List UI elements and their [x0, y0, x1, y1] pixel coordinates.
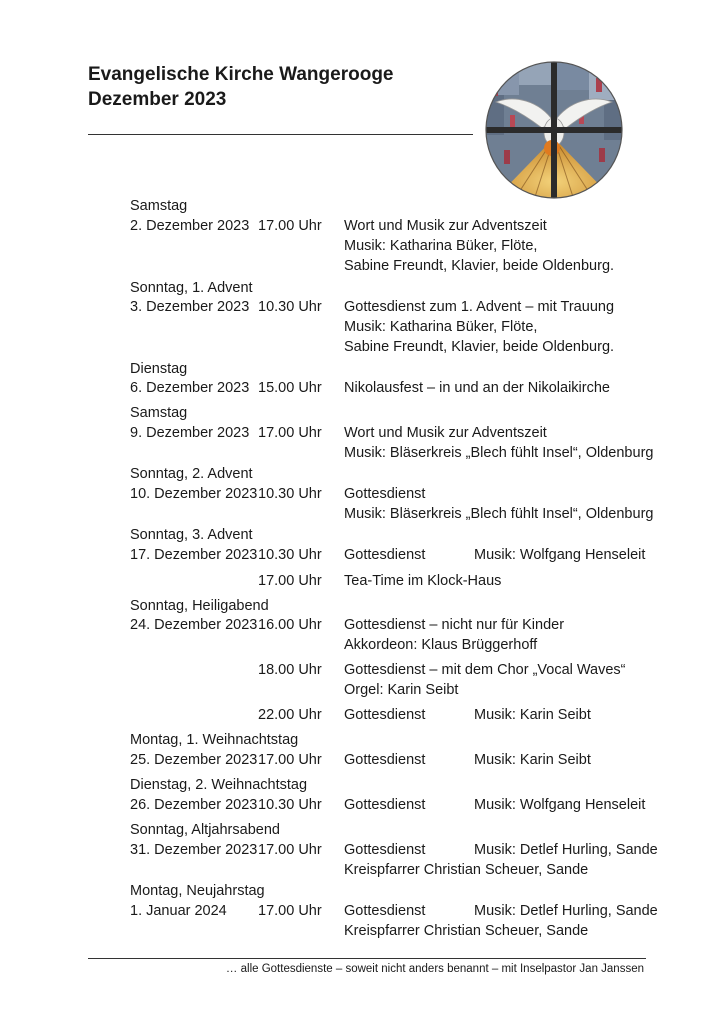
- schedule-entry: 25. Dezember 2023: [130, 752, 258, 768]
- schedule-entry: 10.30 Uhr: [258, 547, 322, 563]
- schedule-entry: Musik: Karin Seibt: [474, 707, 591, 723]
- schedule-entry: 10.30 Uhr: [258, 299, 322, 315]
- schedule-entry: Gottesdienst zum 1. Advent – mit Trauung: [344, 299, 615, 315]
- schedule-entry: Sonntag, 3. Advent: [130, 527, 253, 543]
- schedule-entry: Montag, 1. Weihnachtstag: [130, 732, 299, 748]
- schedule-entry: Musik: Katharina Büker, Flöte,: [344, 238, 538, 254]
- schedule-entry: 17.00 Uhr: [258, 573, 322, 589]
- schedule-entry: Musik: Detlef Hurling, Sande: [474, 842, 658, 858]
- schedule-entry: 17.00 Uhr: [258, 752, 322, 768]
- schedule-entry: Samstag: [130, 405, 188, 421]
- schedule-entry: Sonntag, Heiligabend: [130, 598, 269, 614]
- schedule-entry: 24. Dezember 2023: [130, 617, 258, 633]
- schedule-entry: 9. Dezember 2023: [130, 425, 250, 441]
- schedule-entry: Gottesdienst: [344, 547, 426, 563]
- schedule-entry: 10.30 Uhr: [258, 486, 322, 502]
- schedule-entry: Kreispfarrer Christian Scheuer, Sande: [344, 862, 589, 878]
- schedule-entry: Kreispfarrer Christian Scheuer, Sande: [344, 923, 589, 939]
- schedule-entry: Nikolausfest – in und an der Nikolaikirche: [344, 380, 610, 396]
- schedule-entry: Musik: Wolfgang Henseleit: [474, 547, 646, 563]
- schedule-entry: Gottesdienst: [344, 752, 426, 768]
- schedule-entry: 15.00 Uhr: [258, 380, 322, 396]
- schedule-entry: 16.00 Uhr: [258, 617, 322, 633]
- schedule-entry: Sabine Freundt, Klavier, beide Oldenburg.: [344, 258, 615, 274]
- schedule-entry: 17. Dezember 2023: [130, 547, 258, 563]
- schedule-entry: Gottesdienst – mit dem Chor „Vocal Waves“: [344, 662, 626, 678]
- footer-divider: [88, 958, 646, 959]
- schedule-entry: Wort und Musik zur Adventszeit: [344, 425, 547, 441]
- schedule-entry: Gottesdienst: [344, 486, 426, 502]
- title-month: Dezember 2023: [88, 89, 227, 110]
- schedule-entry: Montag, Neujahrstag: [130, 883, 265, 899]
- schedule-entry: 17.00 Uhr: [258, 903, 322, 919]
- schedule-entry: Wort und Musik zur Adventszeit: [344, 218, 547, 234]
- schedule-entry: Gottesdienst: [344, 842, 426, 858]
- schedule-entry: Dienstag: [130, 361, 188, 377]
- schedule-entry: 17.00 Uhr: [258, 842, 322, 858]
- schedule-entry: Gottesdienst – nicht nur für Kinder: [344, 617, 565, 633]
- schedule-entry: Sonntag, 2. Advent: [130, 466, 253, 482]
- schedule-entry: Sabine Freundt, Klavier, beide Oldenburg.: [344, 339, 615, 355]
- schedule-entry: Akkordeon: Klaus Brüggerhoff: [344, 637, 538, 653]
- page-title: [88, 62, 394, 112]
- schedule-entry: Samstag: [130, 198, 188, 214]
- schedule-entry: Musik: Wolfgang Henseleit: [474, 797, 646, 813]
- schedule-entry: 17.00 Uhr: [258, 425, 322, 441]
- schedule-entry: 22.00 Uhr: [258, 707, 322, 723]
- schedule-entry: 17.00 Uhr: [258, 218, 322, 234]
- schedule-entry: 18.00 Uhr: [258, 662, 322, 678]
- schedule-entry: Musik: Bläserkreis „Blech fühlt Insel“, Oldenburg: [344, 506, 654, 522]
- schedule-entry: Sonntag, Altjahrsabend: [130, 822, 280, 838]
- footer-note: … alle Gottesdienste – soweit nicht anders benannt – mit Inselpastor Jan Janssen: [225, 963, 644, 975]
- schedule-entry: Musik: Karin Seibt: [474, 752, 591, 768]
- schedule-entry: 26. Dezember 2023: [130, 797, 258, 813]
- schedule-entry: 3. Dezember 2023: [130, 299, 250, 315]
- schedule-entry: 10. Dezember 2023: [130, 486, 258, 502]
- schedule-entry: Musik: Katharina Büker, Flöte,: [344, 319, 538, 335]
- schedule-entry: Dienstag, 2. Weihnachtstag: [130, 777, 308, 793]
- schedule-entry: 31. Dezember 2023: [130, 842, 258, 858]
- schedule-entry: Gottesdienst: [344, 797, 426, 813]
- title-church: Evangelische Kirche Wangerooge: [88, 64, 394, 85]
- header-divider: [88, 134, 473, 135]
- schedule-entry: Orgel: Karin Seibt: [344, 682, 459, 698]
- schedule-entry: 2. Dezember 2023: [130, 218, 250, 234]
- schedule-entry: 10.30 Uhr: [258, 797, 322, 813]
- schedule-entry: Musik: Bläserkreis „Blech fühlt Insel“, Oldenburg: [344, 445, 654, 461]
- schedule-entry: Gottesdienst: [344, 707, 426, 723]
- stained-glass-dove-icon: [484, 60, 624, 200]
- schedule-entry: 6. Dezember 2023: [130, 380, 250, 396]
- schedule-entry: Gottesdienst: [344, 903, 426, 919]
- schedule-entry: Tea-Time im Klock-Haus: [344, 573, 502, 589]
- schedule-entry: Musik: Detlef Hurling, Sande: [474, 903, 658, 919]
- schedule-entry: Sonntag, 1. Advent: [130, 280, 253, 296]
- schedule-entry: 1. Januar 2024: [130, 903, 227, 919]
